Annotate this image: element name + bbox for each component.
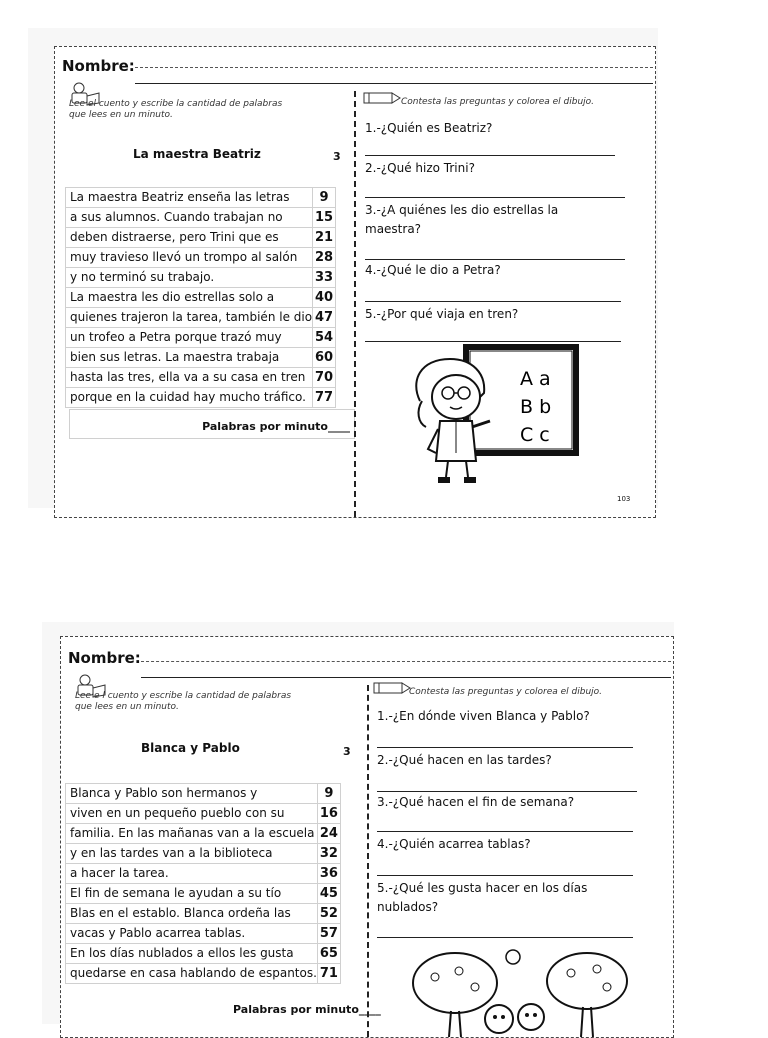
reading-line-text: hasta las tres, ella va a su casa en tren: [66, 368, 313, 388]
name-line: [135, 67, 653, 68]
question-4: 4.-¿Quién acarrea tablas?: [377, 837, 531, 851]
reading-line-text: deben distraerse, pero Trini que es: [66, 228, 313, 248]
children-trees-drawing: [401, 941, 641, 1037]
worksheet-beatriz: [28, 28, 658, 508]
question-5: 5.-¿Por qué viaja en tren?: [365, 307, 519, 321]
table-row: [66, 368, 336, 388]
table-row: [66, 864, 341, 884]
reading-line-text: muy travieso llevó un trompo al salón: [66, 248, 313, 268]
reading-line-word-count: 15: [313, 208, 336, 228]
board-letters-a: A a: [520, 368, 551, 390]
table-row: [66, 824, 341, 844]
answer-line-4[interactable]: [365, 301, 621, 302]
reading-line-word-count: 52: [317, 904, 340, 924]
table-row: [66, 804, 341, 824]
answer-line-2[interactable]: [377, 791, 637, 792]
table-row: [66, 884, 341, 904]
worksheet-blanca-pablo: [42, 622, 674, 1024]
reading-line-text: La maestra Beatriz enseña las letras: [66, 188, 313, 208]
reading-instruction: Lee el cuento y escribe la cantidad de palabras que lees en un minuto.: [69, 99, 283, 120]
table-row: [66, 188, 336, 208]
reading-line-word-count: 36: [317, 864, 340, 884]
words-per-minute-box: [69, 409, 355, 439]
answer-line-1[interactable]: [377, 747, 633, 748]
reading-line-text: porque en la cuidad hay mucho tráfico.: [66, 388, 313, 408]
reading-line-text: quienes trajeron la tarea, también le dio: [66, 308, 313, 328]
reading-line-word-count: 54: [313, 328, 336, 348]
words-per-minute-label: Palabras por minuto____: [202, 420, 350, 433]
reading-line-word-count: 45: [317, 884, 340, 904]
reading-line-text: En los días nublados a ellos les gusta: [66, 944, 318, 964]
table-row: [66, 388, 336, 408]
table-row: [66, 268, 336, 288]
worksheet-frame: [54, 46, 656, 518]
reading-line-word-count: 65: [317, 944, 340, 964]
reading-line-word-count: 32: [317, 844, 340, 864]
name-line: [141, 661, 671, 662]
table-row: [66, 924, 341, 944]
reading-line-text: a hacer la tarea.: [66, 864, 318, 884]
name-label: Nombre:: [68, 649, 141, 667]
table-row: [66, 208, 336, 228]
reading-line-word-count: 24: [317, 824, 340, 844]
reading-line-text: quedarse en casa hablando de espantos.: [66, 964, 318, 984]
question-2: 2.-¿Qué hizo Trini?: [365, 161, 475, 175]
question-3: 3.-¿Qué hacen el fin de semana?: [377, 795, 575, 809]
pencil-icon: [373, 681, 411, 695]
board-letters-b: B b: [520, 396, 552, 418]
reading-instruction: Lee e l cuento y escribe la cantidad de palabras que lees en un minuto.: [75, 691, 292, 712]
reading-line-word-count: 28: [313, 248, 336, 268]
table-row: [66, 328, 336, 348]
table-row: [66, 944, 341, 964]
reading-line-word-count: 16: [317, 804, 340, 824]
reading-line-word-count: 47: [313, 308, 336, 328]
question-instruction: Contesta las preguntas y colorea el dibujo.: [409, 687, 603, 697]
reading-line-word-count: 70: [313, 368, 336, 388]
question-1: 1.-¿Quién es Beatriz?: [365, 121, 493, 135]
reading-line-word-count: 71: [317, 964, 340, 984]
reading-line-word-count: 40: [313, 288, 336, 308]
reading-line-word-count: 60: [313, 348, 336, 368]
reading-line-text: La maestra les dio estrellas solo a: [66, 288, 313, 308]
answer-line-4[interactable]: [377, 875, 633, 876]
story-title: Blanca y Pablo: [141, 741, 240, 755]
table-row: [66, 784, 341, 804]
question-3: 3.-¿A quiénes les dio estrellas la maestra?: [365, 203, 559, 236]
table-row: [66, 288, 336, 308]
answer-line-5[interactable]: [377, 937, 633, 938]
question-1: 1.-¿En dónde viven Blanca y Pablo?: [377, 709, 590, 723]
reading-line-text: bien sus letras. La maestra trabaja: [66, 348, 313, 368]
reading-line-text: Blas en el establo. Blanca ordeña las: [66, 904, 318, 924]
teacher-chalkboard-drawing: [410, 341, 610, 489]
answer-line-3[interactable]: [365, 259, 625, 260]
reading-line-text: El fin de semana le ayudan a su tío: [66, 884, 318, 904]
table-row: [66, 844, 341, 864]
reading-line-word-count: 9: [317, 784, 340, 804]
question-5: 5.-¿Qué les gusta hacer en los días nublados?: [377, 881, 588, 914]
title-word-count: 3: [333, 150, 341, 163]
reading-line-text: vacas y Pablo acarrea tablas.: [66, 924, 318, 944]
table-row: [66, 964, 341, 984]
reading-table: [65, 783, 341, 984]
column-divider: [367, 685, 369, 1037]
reading-line-text: Blanca y Pablo son hermanos y: [66, 784, 318, 804]
page-number: 103: [617, 495, 631, 503]
pencil-icon: [363, 91, 401, 105]
column-divider: [354, 91, 356, 517]
table-row: [66, 228, 336, 248]
reading-line-word-count: 57: [317, 924, 340, 944]
answer-line-3[interactable]: [377, 831, 633, 832]
story-title: La maestra Beatriz: [133, 147, 261, 161]
title-word-count: 3: [343, 745, 351, 758]
table-row: [66, 248, 336, 268]
answer-line-2[interactable]: [365, 197, 625, 198]
name-label: Nombre:: [62, 57, 135, 75]
reading-line-word-count: 77: [313, 388, 336, 408]
reading-line-text: un trofeo a Petra porque trazó muy: [66, 328, 313, 348]
reading-line-text: familia. En las mañanas van a la escuela: [66, 824, 318, 844]
table-row: [66, 348, 336, 368]
table-row: [66, 904, 341, 924]
question-2: 2.-¿Qué hacen en las tardes?: [377, 753, 552, 767]
reading-line-text: y no terminó su trabajo.: [66, 268, 313, 288]
reading-line-word-count: 9: [313, 188, 336, 208]
reading-line-text: y en las tardes van a la biblioteca: [66, 844, 318, 864]
words-per-minute-label: Palabras por minuto____: [233, 1003, 381, 1016]
reading-line-word-count: 21: [313, 228, 336, 248]
answer-line-1[interactable]: [365, 155, 615, 156]
name-underline: [141, 677, 671, 678]
reading-table: [65, 187, 336, 408]
reading-line-text: viven en un pequeño pueblo con su: [66, 804, 318, 824]
board-letters-c: C c: [520, 424, 550, 446]
reading-line-word-count: 33: [313, 268, 336, 288]
worksheet-frame: [60, 636, 674, 1038]
question-instruction: Contesta las preguntas y colorea el dibujo.: [401, 97, 595, 107]
table-row: [66, 308, 336, 328]
reading-line-text: a sus alumnos. Cuando trabajan no: [66, 208, 313, 228]
name-underline: [135, 83, 653, 84]
question-4: 4.-¿Qué le dio a Petra?: [365, 263, 501, 277]
